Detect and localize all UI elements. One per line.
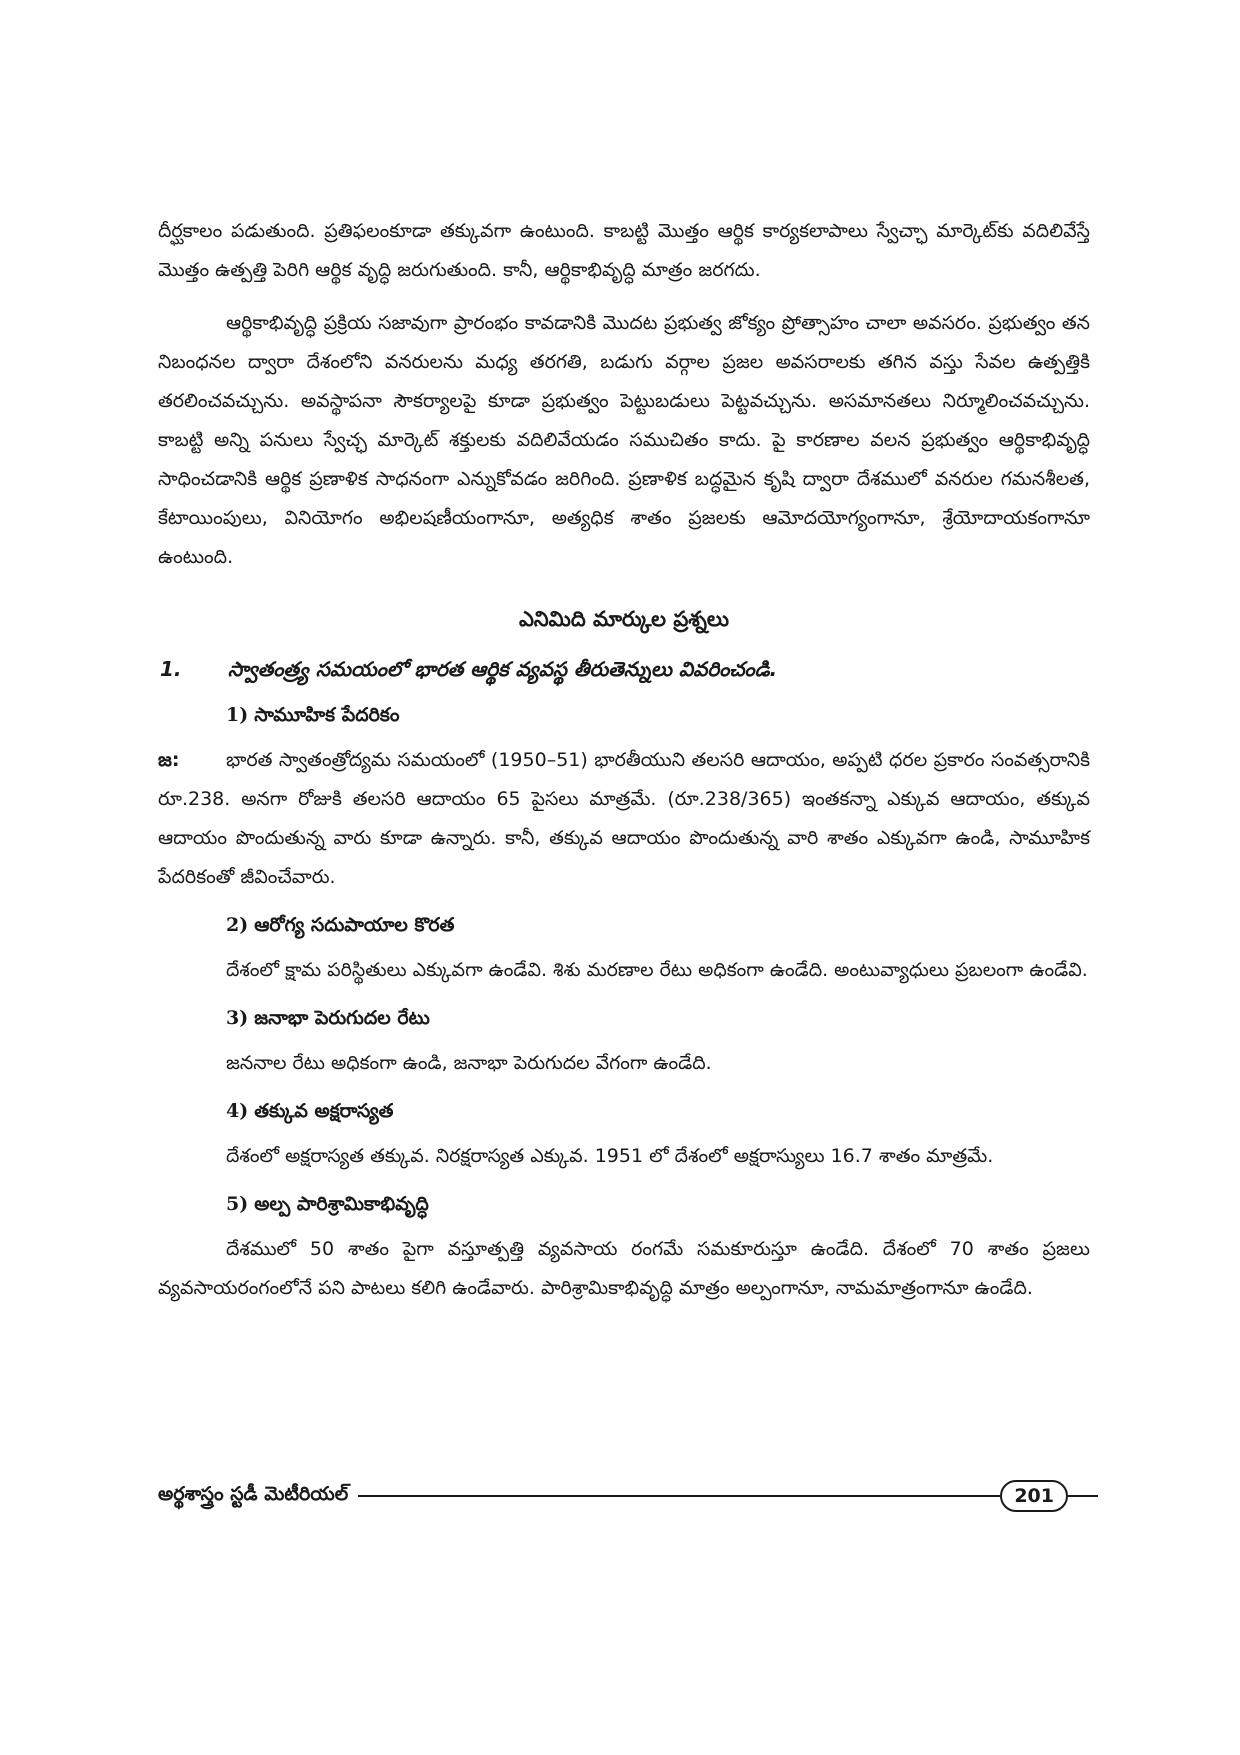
page-number-badge: 201 [1000, 1480, 1068, 1512]
answer-point-heading [226, 697, 1090, 733]
question-text: స్వాతంత్ర్య సమయంలో భారత ఆర్థిక వ్యవస్థ తీరుతెన్నులు వివరించండి. [228, 657, 778, 681]
question-1 [158, 651, 1090, 687]
answer-point-heading [226, 1000, 1090, 1036]
answer-point-heading [226, 1186, 1090, 1222]
footer-rule-tail [1068, 1495, 1098, 1497]
point-number: 2) [226, 914, 249, 936]
answer-point-heading [226, 1093, 1090, 1129]
point-title: తక్కువ అక్షరాస్యత [254, 1100, 394, 1122]
section-heading: ఎనిమిది మార్కుల ప్రశ్నలు [518, 607, 730, 631]
intro-paragraph-planning: ఆర్థికాభివృద్ధి ప్రక్రియ సజావుగా ప్రారంభం కావడానికి మొదట ప్రభుత్వ జోక్యం ప్రోత్సాహం చాలా అవసరం. ప్రభుత్వం తన నిబంధనల ద్వారా దేశంలోని వనరులను మధ్య తరగతి, బడుగు వర్గాల ప్రజల అవసరాలకు తగిన వస్తు సేవల ఉత్పత్తికి తరలించవచ్చును. అవస్థాపనా సౌకర్యాలపై కూడా ప్రభుత్వం పెట్టుబడులు పెట్టవచ్చును. అసమానతలు నిర్మూలించవచ్చును. కాబట్టి అన్ని పనులు స్వేచ్ఛ మార్కెట్ శక్తులకు వదిలివేయడం సముచితం కాదు. పై కారణాల వలన ప్రభుత్వం ఆర్థికాభివృద్ధి సాధించడానికి ఆర్థిక ప్రణాళిక సాధనంగా ఎన్నుకోవడం జరిగింది. ప్రణాళిక బద్ధమైన కృషి ద్వారా దేశములో వనరుల గమనశీలత, కేటాయింపులు, వినియోగం అభిలషణీయంగానూ, అత్యధిక శాతం ప్రజలకు ఆమోదయోగ్యంగానూ, శ్రేయోదాయకంగానూ ఉంటుంది. [158, 312, 1090, 568]
point-title: ఆరోగ్య సదుపాయాల కొరత [254, 914, 455, 936]
footer-book-title: అర్థశాస్త్రం స్టడీ మెటీరియల్ [158, 1482, 349, 1505]
question-number: 1. [160, 657, 182, 681]
footer-rule [358, 1495, 1000, 1497]
answer-point-body: దేశములో 50 శాతం పైగా వస్తూత్పత్తి వ్యవసాయ రంగమే సమకూరుస్తూ ఉండేది. దేశంలో 70 శాతం ప్రజలు వ్యవసాయరంగంలోనే పని పాటలు కలిగి ఉండేవారు. పారిశ్రామికాభివృద్ధి మాత్రం అల్పంగానూ, నామమాత్రంగానూ ఉండేది. [158, 1238, 1090, 1299]
intro-paragraph-continued: దీర్ఘకాలం పడుతుంది. ప్రతిఫలంకూడా తక్కువగా ఉంటుంది. కాబట్టి మొత్తం ఆర్థిక కార్యకలాపాలు స్వేచ్ఛా మార్కెట్‌కు వదిలివేస్తే మొత్తం ఉత్పత్తి పెరిగి ఆర్థిక వృద్ధి జరుగుతుంది. కానీ, ఆర్థికాభివృద్ధి మాత్రం జరగదు. [158, 220, 1090, 281]
point-number: 5) [226, 1193, 249, 1215]
page-content [158, 212, 1090, 1308]
point-title: అల్ప పారిశ్రామికాభివృద్ధి [254, 1193, 429, 1215]
answer-point-body: భారత స్వాతంత్రోద్యమ సమయంలో (1950–51) భారతీయుని తలసరి ఆదాయం, అప్పటి ధరల ప్రకారం సంవత్సరానికి రూ.238. అనగా రోజుకి తలసరి ఆదాయం 65 పైసలు మాత్రమే. (రూ.238/365) ఇంతకన్నా ఎక్కువ ఆదాయం, తక్కువ ఆదాయం పొందుతున్న వారు కూడా ఉన్నారు. కానీ, తక్కువ ఆదాయం పొందుతున్న వారి శాతం ఎక్కువగా ఉండి, సామూహిక పేదరికంతో జీవించేవారు. [158, 749, 1090, 888]
answer-point-heading [226, 907, 1090, 943]
answer-point-body: దేశంలో క్షామ పరిస్థితులు ఎక్కువగా ఉండేవి. శిశు మరణాల రేటు అధికంగా ఉండేది. అంటువ్యాధులు ప్రబలంగా ఉండేవి. [226, 959, 1088, 981]
point-title: సామూహిక పేదరికం [254, 704, 400, 726]
point-number: 3) [226, 1007, 249, 1029]
point-number: 1) [226, 704, 249, 726]
page-footer [158, 1476, 1098, 1516]
answer-point-body: జననాల రేటు అధికంగా ఉండి, జనాభా పెరుగుదల వేగంగా ఉండేది. [226, 1052, 712, 1074]
point-title: జనాభా పెరుగుదల రేటు [254, 1007, 430, 1029]
answer-point-body: దేశంలో అక్షరాస్యత తక్కువ. నిరక్షరాస్యత ఎక్కువ. 1951 లో దేశంలో అక్షరాస్యులు 16.7 శాతం మాత్రమే. [226, 1145, 994, 1167]
answer-label: జ: [158, 749, 180, 771]
point-number: 4) [226, 1100, 249, 1122]
